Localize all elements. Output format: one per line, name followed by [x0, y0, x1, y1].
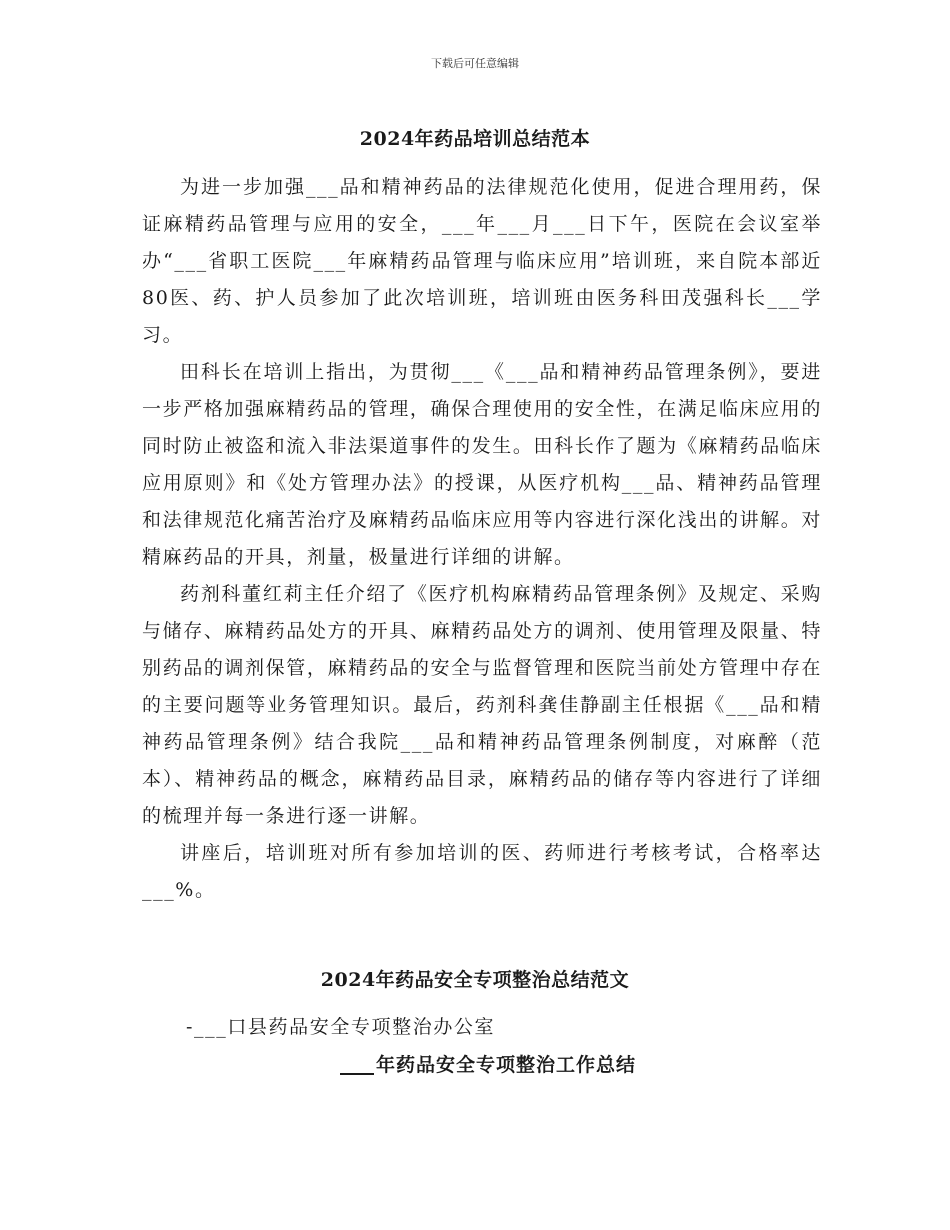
fill-in-blank	[340, 1053, 374, 1075]
section-subtitle	[340, 1050, 636, 1077]
document-title: 2024年药品培训总结范本	[359, 128, 591, 150]
body-paragraph-2: 田科长在培训上指出，为贯彻___《___品和精神药品管理条例》，要进一步严格加强麻精药品的管理，确保合理使用的安全性，在满足临床应用的同时防止被盗和流入非法渠道事件的发生。田科长作了题为《麻精药品临床应用原则》和《处方管理办法》的授课，从医疗机构___品、精神药品管理和法律规范化痛苦治疗及麻精药品临床应用等内容进行深化浅出的讲解。对精麻药品的开具，剂量，极量进行详细的讲解。	[142, 361, 822, 568]
body-paragraph-4: 讲座后，培训班对所有参加培训的医、药师进行考核考试，合格率达___%。	[142, 842, 822, 901]
department-line: -___口县药品安全专项整治办公室	[186, 1016, 496, 1038]
document-body	[142, 169, 822, 909]
second-document-title: 2024年药品安全专项整治总结范文	[320, 969, 630, 991]
section-subtitle-text: 年药品安全专项整治工作总结	[376, 1054, 637, 1076]
body-paragraph-1: 为进一步加强___品和精神药品的法律规范化使用，促进合理用药，保证麻精药品管理与应用的安全，___年___月___日下午，医院在会议室举办“___省职工医院___年麻精药品管理与临床应用”培训班，来自院本部近80医、药、护人员参加了此次培训班，培训班由医务科田茂强科长___学习。	[142, 176, 822, 346]
header-note: 下载后可任意编辑	[431, 57, 519, 70]
body-paragraph-3: 药剂科董红莉主任介绍了《医疗机构麻精药品管理条例》及规定、采购与储存、麻精药品处方的开具、麻精药品处方的调剂、使用管理及限量、特别药品的调剂保管，麻精药品的安全与监督管理和医院当前处方管理中存在的主要问题等业务管理知识。最后，药剂科龚佳静副主任根据《___品和精神药品管理条例》结合我院___品和精神药品管理条例制度，对麻醉（范本）、精神药品的概念，麻精药品目录，麻精药品的储存等内容进行了详细的梳理并每一条进行逐一讲解。	[142, 583, 822, 827]
